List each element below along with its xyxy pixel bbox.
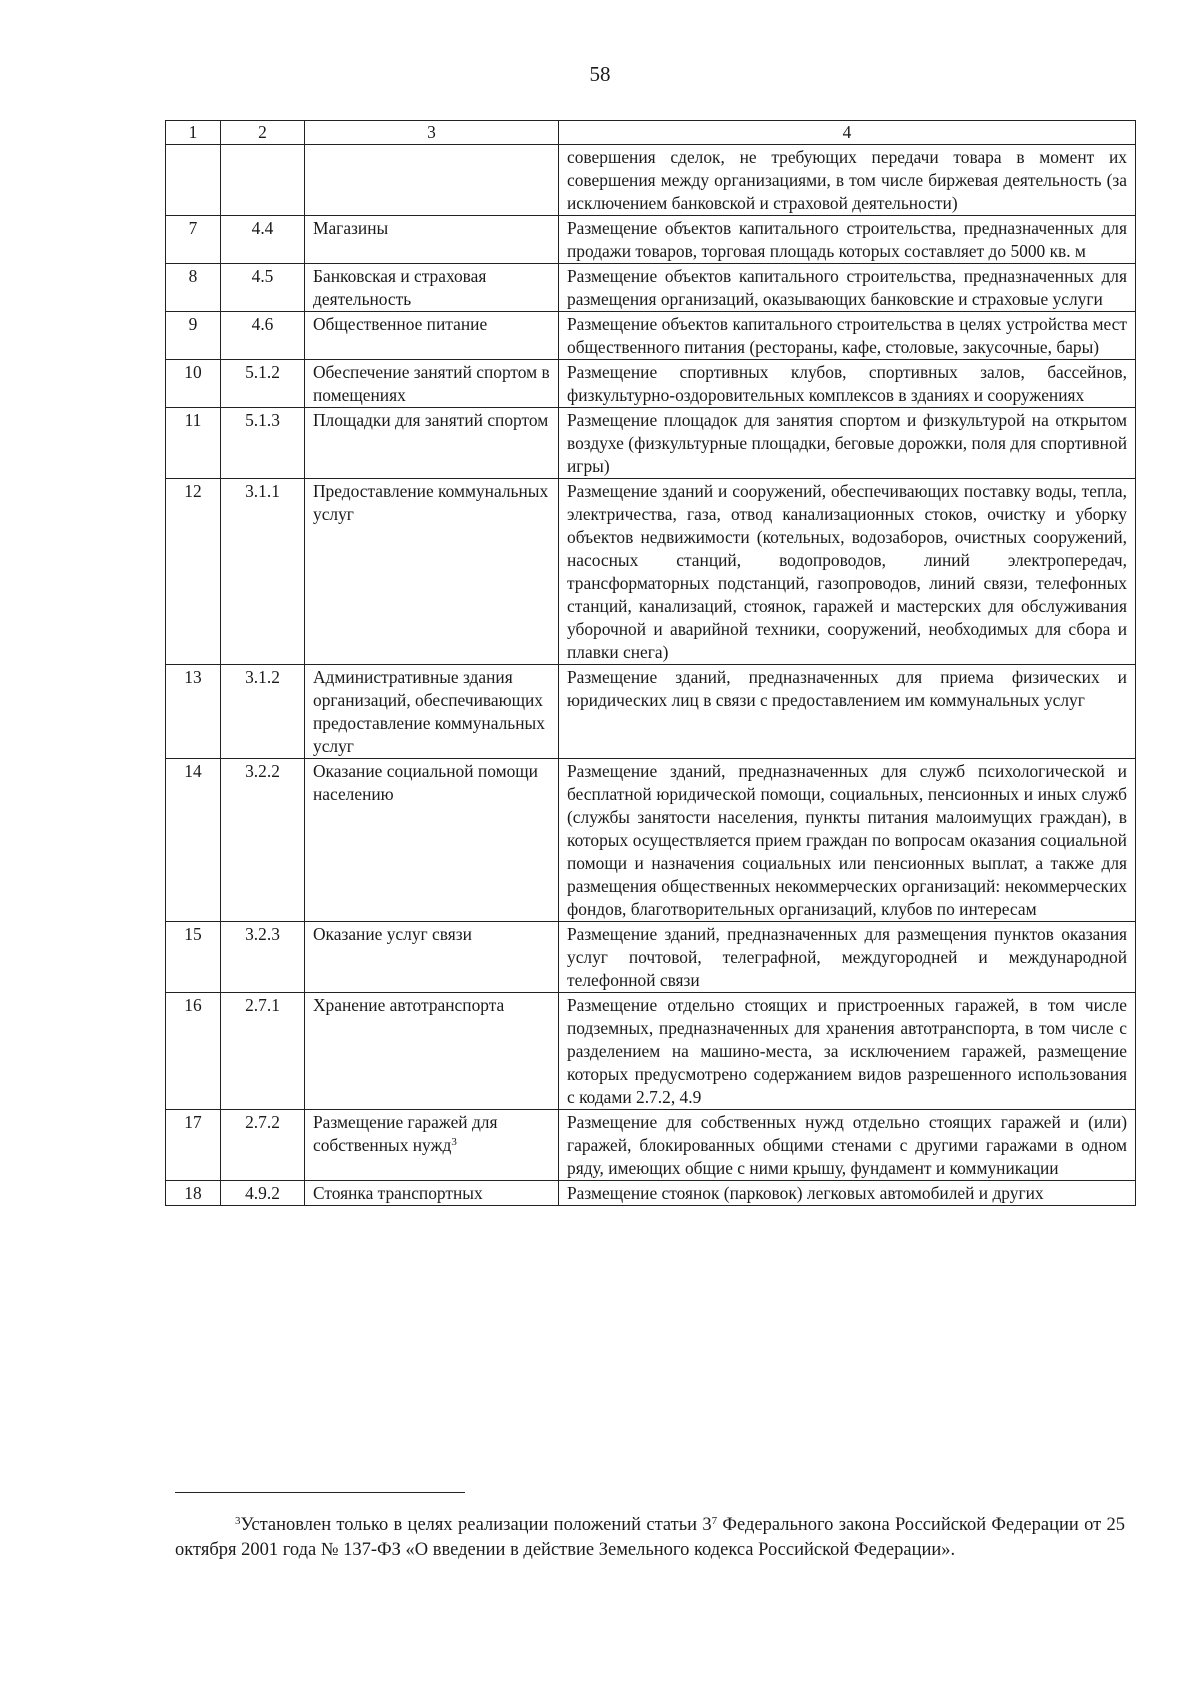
row-number-cell-text: 8 [188, 266, 198, 286]
footnote-marker: 3 [235, 1515, 241, 1527]
description-cell [559, 216, 1136, 264]
row-number-cell [166, 1181, 221, 1206]
article-superscript: 7 [711, 1515, 718, 1527]
table-row [166, 1110, 1136, 1181]
description-cell [559, 922, 1136, 993]
name-cell [305, 665, 559, 759]
table-row [166, 408, 1136, 479]
row-number-cell [166, 360, 221, 408]
code-cell-text: 3.1.2 [245, 667, 280, 687]
code-cell-text: 4.9.2 [245, 1183, 280, 1203]
name-cell [305, 993, 559, 1110]
row-number-cell [166, 922, 221, 993]
header-cell: 3 [305, 121, 559, 145]
row-number-cell [166, 993, 221, 1110]
row-number-cell-text: 18 [184, 1183, 202, 1203]
row-number-cell-text: 10 [184, 362, 202, 382]
name-cell-text: Оказание услуг связи [313, 924, 472, 944]
table-row [166, 264, 1136, 312]
name-cell-text: Предоставление коммунальных услуг [313, 481, 549, 524]
row-number-cell [166, 145, 221, 216]
row-number-cell [166, 1110, 221, 1181]
code-cell [221, 312, 305, 360]
code-cell-text: 2.7.1 [245, 995, 280, 1015]
code-cell [221, 665, 305, 759]
table-header-row [166, 121, 1136, 145]
code-cell [221, 759, 305, 922]
description-cell-text: Размещение зданий и сооружений, обеспечивающих поставку воды, тепла, электричества, газа, отвод канализационных стоков, очистку и уборку объектов недвижимости (котельных, водозаборов, очистных сооружений, насосных станций, водопроводов, линий электропередач, трансформаторных подстанций, газопроводов, линий связи, телефонных станций, канализаций, стоянок, гаражей и мастерских для обслуживания уборочной и аварийной техники, сооружений, необходимых для сбора и плавки снега) [567, 481, 1127, 662]
name-cell [305, 1110, 559, 1181]
row-number-cell-text: 9 [188, 314, 198, 334]
description-cell-text: Размещение объектов капитального строительства, предназначенных для размещения организаций, оказывающих банковские и страховые услуги [567, 266, 1127, 309]
description-cell [559, 759, 1136, 922]
code-cell [221, 1110, 305, 1181]
footnote-reference[interactable]: 3 [451, 1136, 457, 1148]
description-cell-text: Размещение спортивных клубов, спортивных залов, бассейнов, физкультурно-оздоровительных комплексов в зданиях и сооружениях [567, 362, 1127, 405]
description-cell-text: Размещение для собственных нужд отдельно стоящих гаражей и (или) гаражей, блокированных общими стенами с другими гаражами в одном ряду, имеющих общие с ними крышу, фундамент и коммуникации [567, 1112, 1127, 1178]
name-cell [305, 216, 559, 264]
name-cell [305, 1181, 559, 1206]
name-cell [305, 479, 559, 665]
code-cell [221, 1181, 305, 1206]
footnote-text: Установлен только в целях реализации положений статьи 3 [240, 1515, 712, 1535]
row-number-cell [166, 408, 221, 479]
footnote-separator [175, 1492, 465, 1493]
code-cell [221, 408, 305, 479]
row-number-cell [166, 665, 221, 759]
table-row [166, 993, 1136, 1110]
code-cell-text: 4.4 [251, 218, 274, 238]
table-row [166, 360, 1136, 408]
code-cell-text: 5.1.2 [245, 362, 280, 382]
code-cell-text: 4.5 [251, 266, 274, 286]
name-cell-text: Обеспечение занятий спортом в помещениях [313, 362, 550, 405]
name-cell-text: Размещение гаражей для собственных нужд [313, 1112, 498, 1155]
description-cell-text: Размещение объектов капитального строительства, предназначенных для продажи товаров, торговая площадь которых составляет до 5000 кв. м [567, 218, 1127, 261]
description-cell-text: Размещение площадок для занятия спортом и физкультурой на открытом воздухе (физкультурные площадки, беговые дорожки, поля для спортивной игры) [567, 410, 1127, 476]
description-cell-text: совершения сделок, не требующих передачи товара в момент их совершения между организациями, в том числе биржевая деятельность (за исключением банковской и страховой деятельности) [567, 147, 1127, 213]
table-row [166, 759, 1136, 922]
name-cell [305, 145, 559, 216]
table-row [166, 216, 1136, 264]
description-cell-text: Размещение объектов капитального строительства в целях устройства мест общественного питания (рестораны, кафе, столовые, закусочные, бары) [567, 314, 1127, 357]
header-cell: 2 [221, 121, 305, 145]
name-cell-text: Хранение автотранспорта [313, 995, 505, 1015]
footnote-text-continued: Федерального закона Российской Федерации от 25 октября 2001 года № 137-ФЗ «О введении в действие Земельного кодекса Российской Федерации». [175, 1515, 1125, 1560]
row-number-cell [166, 312, 221, 360]
page-number: 58 [589, 62, 611, 86]
description-cell [559, 1110, 1136, 1181]
name-cell [305, 408, 559, 479]
row-number-cell-text: 11 [184, 410, 202, 430]
code-cell-text: 4.6 [251, 314, 274, 334]
description-cell [559, 1181, 1136, 1206]
description-cell-text: Размещение зданий, предназначенных для приема физических и юридических лиц в связи с предоставлением им коммунальных услуг [567, 667, 1127, 710]
row-number-cell-text: 7 [188, 218, 198, 238]
name-cell-text: Площадки для занятий спортом [313, 410, 549, 430]
description-cell [559, 360, 1136, 408]
row-number-cell [166, 759, 221, 922]
description-cell-text: Размещение зданий, предназначенных для служб психологической и бесплатной юридической помощи, социальных, пенсионных и иных служб (службы занятости населения, пункты питания малоимущих граждан), в которых осуществляется прием граждан по вопросам оказания социальной помощи и назначения социальных или пенсионных выплат, а также для размещения общественных некоммерческих организаций: некоммерческих фондов, благотворительных организаций, клубов по интересам [567, 761, 1127, 919]
row-number-cell [166, 479, 221, 665]
name-cell-text: Оказание социальной помощи населению [313, 761, 538, 804]
row-number-cell-text: 17 [184, 1112, 202, 1132]
name-cell [305, 312, 559, 360]
table-row [166, 665, 1136, 759]
code-cell [221, 216, 305, 264]
description-cell [559, 993, 1136, 1110]
name-cell-text: Магазины [313, 218, 389, 238]
name-cell [305, 360, 559, 408]
name-cell-text: Банковская и страховая деятельность [313, 266, 487, 309]
table-row [166, 479, 1136, 665]
name-cell [305, 922, 559, 993]
code-cell-text: 3.1.1 [245, 481, 280, 501]
description-cell-text: Размещение отдельно стоящих и пристроенных гаражей, в том числе подземных, предназначенных для хранения автотранспорта, в том числе с разделением на машино-места, за исключением гаражей, размещение которых предусмотрено содержанием видов разрешенного использования с кодами 2.7.2, 4.9 [567, 995, 1127, 1107]
code-cell [221, 264, 305, 312]
code-cell [221, 993, 305, 1110]
name-cell [305, 264, 559, 312]
description-cell [559, 665, 1136, 759]
footnote [175, 1513, 1125, 1563]
description-cell-text: Размещение стоянок (парковок) легковых автомобилей и других [567, 1183, 1044, 1203]
table-row [166, 1181, 1136, 1206]
code-cell [221, 922, 305, 993]
row-number-cell-text: 16 [184, 995, 202, 1015]
row-number-cell-text: 12 [184, 481, 202, 501]
code-cell [221, 479, 305, 665]
description-cell [559, 479, 1136, 665]
row-number-cell-text: 15 [184, 924, 202, 944]
header-cell: 4 [559, 121, 1136, 145]
name-cell-text: Административные здания организаций, обеспечивающих предоставление коммунальных услуг [313, 667, 545, 756]
code-cell [221, 145, 305, 216]
description-cell [559, 408, 1136, 479]
code-cell [221, 360, 305, 408]
description-cell [559, 145, 1136, 216]
row-number-cell [166, 216, 221, 264]
row-number-cell-text: 13 [184, 667, 202, 687]
description-cell-text: Размещение зданий, предназначенных для размещения пунктов оказания услуг почтовой, телеграфной, междугородней и международной телефонной связи [567, 924, 1127, 990]
table-row [166, 922, 1136, 993]
header-cell: 1 [166, 121, 221, 145]
code-cell-text: 3.2.2 [245, 761, 280, 781]
code-cell-text: 2.7.2 [245, 1112, 280, 1132]
description-cell [559, 312, 1136, 360]
table-row [166, 145, 1136, 216]
land-use-table [165, 120, 1136, 1206]
table-row [166, 312, 1136, 360]
name-cell [305, 759, 559, 922]
code-cell-text: 3.2.3 [245, 924, 280, 944]
row-number-cell-text: 14 [184, 761, 202, 781]
description-cell [559, 264, 1136, 312]
name-cell-text: Стоянка транспортных [313, 1183, 483, 1203]
row-number-cell [166, 264, 221, 312]
name-cell-text: Общественное питание [313, 314, 488, 334]
code-cell-text: 5.1.3 [245, 410, 280, 430]
